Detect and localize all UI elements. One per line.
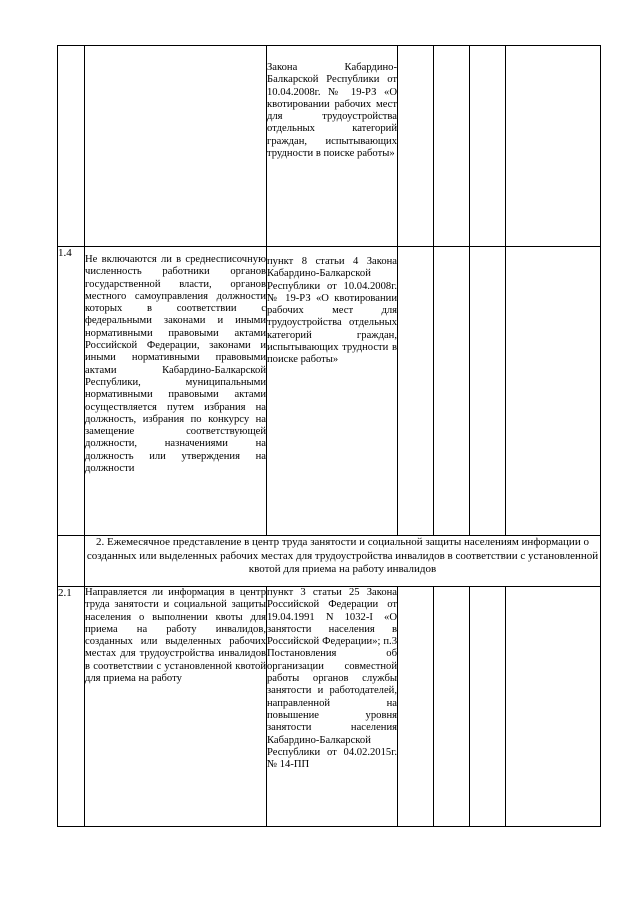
question-cell xyxy=(85,247,267,536)
answer-no-cell xyxy=(434,247,470,536)
question-cell xyxy=(85,587,267,827)
notes-cell xyxy=(506,247,601,536)
answer-yes-cell xyxy=(398,46,434,247)
legal-basis-cell xyxy=(267,587,398,827)
notes-cell xyxy=(506,587,601,827)
row-number: 1.4 xyxy=(58,247,72,259)
legal-basis-text: пункт 8 статьи 4 Закона Кабардино-Балкарской Республики от 10.04.2008г. № 19-РЗ «О квотировании рабочих мест для трудоустройства отдельных категорий граждан, испытывающих трудности в поиске работы» xyxy=(267,256,397,366)
table-row xyxy=(58,247,601,536)
answer-na-cell xyxy=(470,587,506,827)
legal-basis-cell xyxy=(267,247,398,536)
row-number: 2.1 xyxy=(58,587,72,599)
section-heading: 2. Ежемесячное представление в центр труда занятости и социальной защиты населениям информации о созданных или выделенных рабочих местах для трудоустройства инвалидов в соответствии с установленной квотой для приема на работу инвалидов xyxy=(86,536,599,575)
answer-no-cell xyxy=(434,587,470,827)
notes-cell xyxy=(506,46,601,247)
table-row xyxy=(58,587,601,827)
section-spacer-cell xyxy=(58,536,85,587)
answer-na-cell xyxy=(470,247,506,536)
legal-basis-text: пункт 3 статьи 25 Закона Российской Федерации от 19.04.1991 N 1032-I «О занятости населения в Российской Федерации»; п.3 Постановления об организации совместной работы органов службы занятости и работодателей, направленной на повышение уровня занятости населения Кабардино-Балкарской Республики от 04.02.2015г. № 14-ПП xyxy=(267,587,397,771)
legal-basis-cell xyxy=(267,46,398,247)
question-cell xyxy=(85,46,267,247)
answer-no-cell xyxy=(434,46,470,247)
section-heading-cell xyxy=(85,536,601,587)
inspection-checklist-table xyxy=(57,45,601,827)
row-number-cell xyxy=(58,46,85,247)
row-number-cell xyxy=(58,247,85,536)
table-row xyxy=(58,46,601,247)
answer-yes-cell xyxy=(398,587,434,827)
answer-yes-cell xyxy=(398,247,434,536)
question-text: Направляется ли информация в центр труда занятости и социальной защиты населения о выполнении квоты для приема на работу инвалидов, созданных или выделенных рабочих местах для трудоустройства инвалидов в соответствии с установленной квотой для приема на работу xyxy=(85,587,266,685)
row-number-cell xyxy=(58,587,85,827)
legal-basis-text: Закона Кабардино-Балкарской Республики от 10.04.2008г. № 19-РЗ «О квотировании рабочих мест для трудоустройства отдельных категорий граждан, испытывающих трудности в поиске работы» xyxy=(267,62,397,160)
question-text: Не включаются ли в среднесписочную численность работники органов государственной власти, органов местного самоуправления должности которых в соответствии с федеральными законами и иными нормативными правовыми актами Российской Федерации, законами и иными нормативными правовыми актами Кабардино-Балкарской Республики, муниципальными нормативными правовыми актами осуществляется путем избрания на должность, избрания по конкурсу на замещение соответствующей должности, назначениями на должность или утверждения на должности xyxy=(85,254,266,475)
answer-na-cell xyxy=(470,46,506,247)
section-row xyxy=(58,536,601,587)
